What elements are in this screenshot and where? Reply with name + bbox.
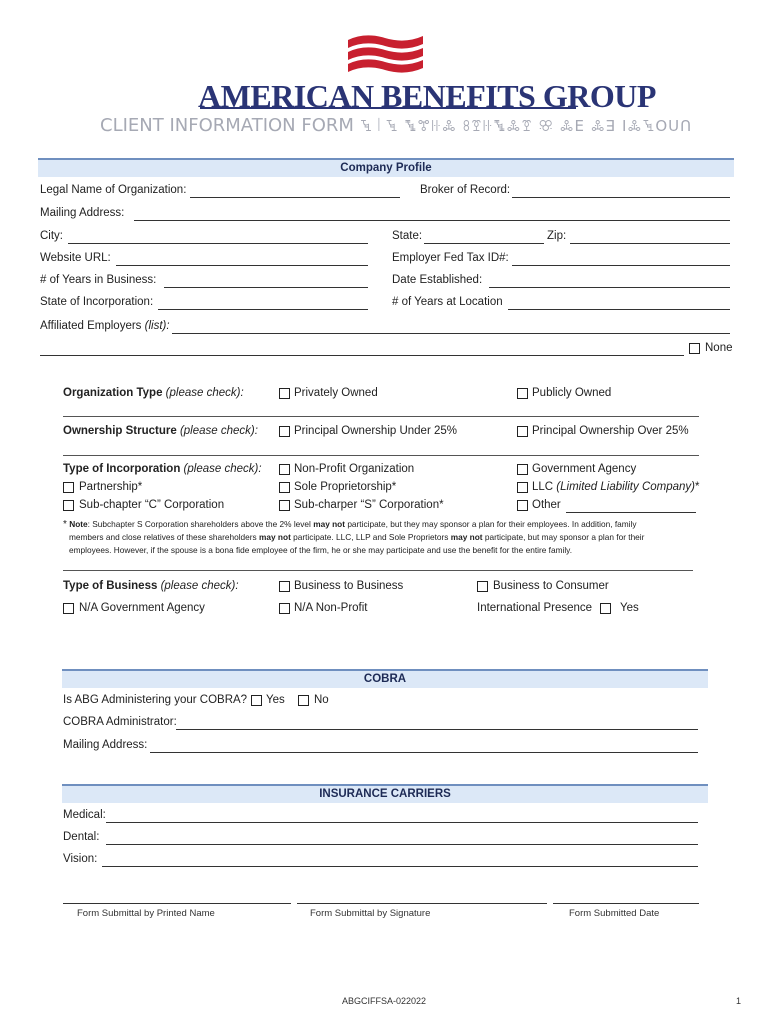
cobra-no-checkbox[interactable] — [298, 695, 309, 706]
na-nonprofit-label: N/A Non-Profit — [294, 602, 368, 614]
llc-label: LLC (Limited Liability Company)* — [532, 481, 700, 493]
intl-presence-label: International Presence — [477, 602, 593, 614]
gov-agency-checkbox[interactable] — [517, 464, 528, 475]
vision-label: Vision: — [63, 853, 98, 865]
sole-prop-label: Sole Proprietorship* — [294, 481, 397, 493]
city-label: City: — [40, 230, 63, 242]
date-caption: Form Submitted Date — [569, 908, 660, 919]
nonprofit-checkbox[interactable] — [279, 464, 290, 475]
partnership-label: Partnership* — [79, 481, 143, 493]
nonprofit-label: Non-Profit Organization — [294, 463, 415, 475]
cobra-mailing-label: Mailing Address: — [63, 739, 148, 751]
printed-name-field[interactable] — [63, 903, 291, 904]
divider — [63, 455, 699, 456]
over-25-checkbox[interactable] — [517, 426, 528, 437]
cobra-no-label: No — [314, 694, 329, 706]
other-checkbox[interactable] — [517, 500, 528, 511]
website-field[interactable] — [116, 265, 368, 266]
other-field[interactable] — [566, 512, 696, 513]
years-business-label: # of Years in Business: — [40, 274, 157, 286]
llc-checkbox[interactable] — [517, 482, 528, 493]
printed-name-caption: Form Submittal by Printed Name — [77, 908, 215, 919]
publicly-owned-checkbox[interactable] — [517, 388, 528, 399]
incorp-note: * Note: Subchapter S Corporation shareholders above the 2% level may not participate, but they may sponsor a plan for their employees. In addition, family members and close relatives of these shareholders may not participate. LLC, LLP and Sole Proprietors may not participate, but may sponsor a plan for their employees. However, if the spouse is a bona fide employee of the firm, he or she may participate and use the benefit for the entire family. — [63, 519, 645, 555]
b2c-checkbox[interactable] — [477, 581, 488, 592]
company-profile-header: Company Profile — [38, 158, 734, 177]
logo-wordmark: AMERICAN BENEFITS GROUP — [198, 78, 656, 114]
mailing-label: Mailing Address: — [40, 207, 125, 219]
cobra-yes-label: Yes — [266, 694, 285, 706]
na-gov-checkbox[interactable] — [63, 603, 74, 614]
years-location-field[interactable] — [508, 309, 730, 310]
broker-label: Broker of Record: — [420, 184, 511, 196]
affiliated-field-line2[interactable] — [40, 355, 684, 356]
none-checkbox[interactable] — [689, 343, 700, 354]
medical-field[interactable] — [106, 822, 698, 823]
broker-field[interactable] — [512, 197, 730, 198]
flag-icon — [345, 32, 427, 82]
gov-agency-label: Government Agency — [532, 463, 637, 475]
years-business-field[interactable] — [164, 287, 368, 288]
s-corp-checkbox[interactable] — [279, 500, 290, 511]
years-location-label: # of Years at Location — [392, 296, 503, 308]
publicly-owned-label: Publicly Owned — [532, 387, 612, 399]
other-label: Other — [532, 499, 561, 511]
privately-owned-label: Privately Owned — [294, 387, 378, 399]
ownership-label: Ownership Structure (please check): — [63, 425, 258, 437]
state-incorp-field[interactable] — [158, 309, 368, 310]
partnership-checkbox[interactable] — [63, 482, 74, 493]
website-label: Website URL: — [40, 252, 111, 264]
logo-underline — [200, 107, 576, 109]
date-established-field[interactable] — [489, 287, 730, 288]
intl-yes-checkbox[interactable] — [600, 603, 611, 614]
mailing-field[interactable] — [134, 220, 730, 221]
form-title: CLIENT INFORMATION FORM ꔃ꒐ꔃ ꔄꔅꖍꔆ ꖉꗑꖍꔄꔆꗑ ꕣ ꔆꓰ ꔆꓱ ꓲꔆꔃꓳꓴꓵ — [100, 115, 693, 136]
cobra-header: COBRA — [62, 669, 708, 688]
fed-tax-label: Employer Fed Tax ID#: — [392, 252, 509, 264]
form-code: ABGCIFFSA-022022 — [342, 996, 427, 1006]
page-number: 1 — [736, 996, 742, 1006]
state-incorp-label: State of Incorporation: — [40, 296, 154, 308]
city-field[interactable] — [68, 243, 368, 244]
b2c-label: Business to Consumer — [493, 580, 609, 592]
over-25-label: Principal Ownership Over 25% — [532, 425, 689, 437]
fed-tax-field[interactable] — [512, 265, 730, 266]
under-25-checkbox[interactable] — [279, 426, 290, 437]
affiliated-label: Affiliated Employers (list): — [40, 320, 170, 332]
c-corp-label: Sub-chapter “C” Corporation — [79, 499, 225, 511]
under-25-label: Principal Ownership Under 25% — [294, 425, 457, 437]
cobra-mailing-field[interactable] — [150, 752, 698, 753]
signature-caption: Form Submittal by Signature — [310, 908, 431, 919]
none-label: None — [705, 342, 733, 354]
state-field[interactable] — [424, 243, 544, 244]
b2b-label: Business to Business — [294, 580, 404, 592]
zip-field[interactable] — [570, 243, 730, 244]
vision-field[interactable] — [102, 866, 698, 867]
divider — [63, 570, 693, 571]
privately-owned-checkbox[interactable] — [279, 388, 290, 399]
affiliated-field-line1[interactable] — [172, 333, 730, 334]
signature-field[interactable] — [297, 903, 547, 904]
b2b-checkbox[interactable] — [279, 581, 290, 592]
na-gov-label: N/A Government Agency — [79, 602, 205, 614]
divider — [63, 416, 699, 417]
date-established-label: Date Established: — [392, 274, 483, 286]
na-nonprofit-checkbox[interactable] — [279, 603, 290, 614]
s-corp-label: Sub-charper “S” Corporation* — [294, 499, 444, 511]
state-label: State: — [392, 230, 423, 242]
date-field[interactable] — [553, 903, 699, 904]
carriers-header: INSURANCE CARRIERS — [62, 784, 708, 803]
dental-label: Dental: — [63, 831, 100, 843]
legal-name-label: Legal Name of Organization: — [40, 184, 187, 196]
business-type-label: Type of Business (please check): — [63, 580, 239, 592]
legal-name-field[interactable] — [190, 197, 400, 198]
org-type-label: Organization Type (please check): — [63, 387, 244, 399]
zip-label: Zip: — [547, 230, 567, 242]
cobra-question: Is ABG Administering your COBRA? — [63, 694, 248, 706]
medical-label: Medical: — [63, 809, 106, 821]
sole-prop-checkbox[interactable] — [279, 482, 290, 493]
cobra-admin-label: COBRA Administrator: — [63, 716, 177, 728]
dental-field[interactable] — [106, 844, 698, 845]
incorp-label: Type of Incorporation (please check): — [63, 463, 262, 475]
intl-yes-label: Yes — [620, 602, 639, 614]
cobra-yes-checkbox[interactable] — [251, 695, 262, 706]
cobra-admin-field[interactable] — [176, 729, 698, 730]
c-corp-checkbox[interactable] — [63, 500, 74, 511]
